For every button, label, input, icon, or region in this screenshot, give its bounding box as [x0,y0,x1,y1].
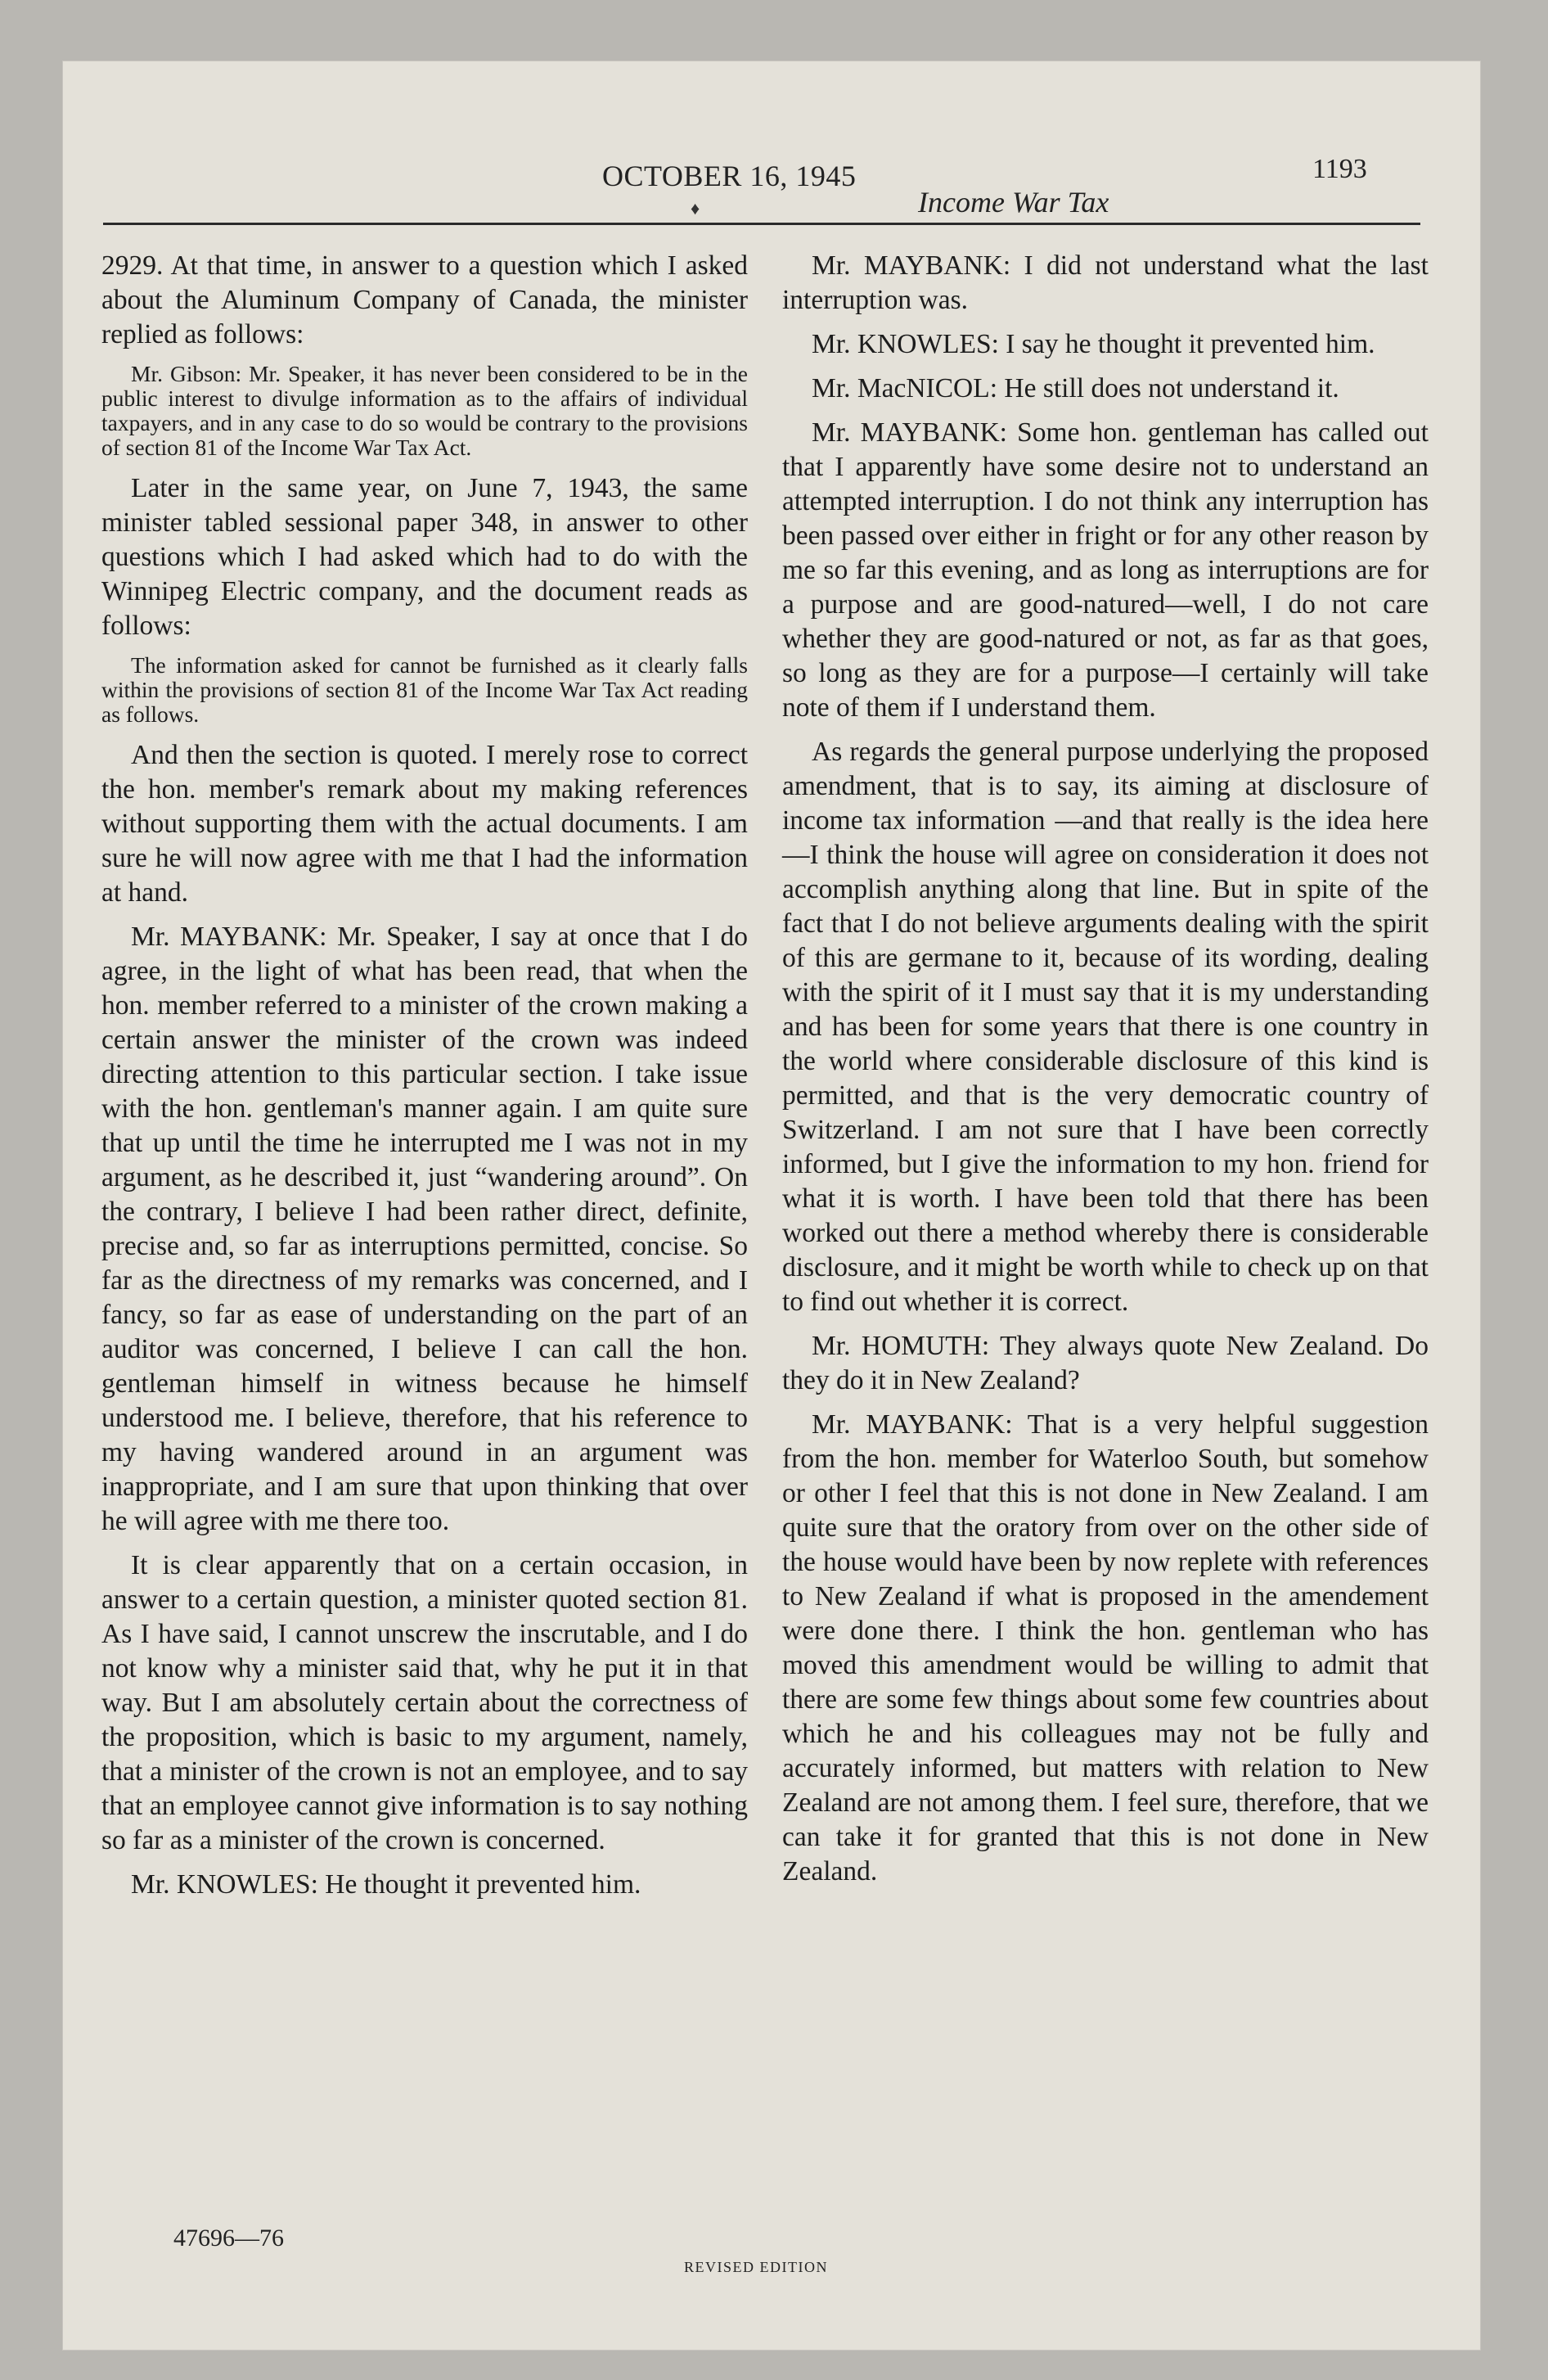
footer-code: 47696—76 [173,2224,284,2252]
diamond-mark-icon: ♦ [691,198,700,219]
quoted-passage: The information asked for cannot be furnished as it clearly falls within the provisions of section 81 of the Income War Tax Act reading as follows. [101,652,748,727]
paragraph: Mr. HOMUTH: They always quote New Zealand. Do they do it in New Zealand? [782,1331,1429,1395]
paragraph: Mr. MAYBANK: Some hon. gentleman has called out that I apparently have some desire not to understand an attempted interruption. I do not think any interruption has been passed over either in fright or for any other reason by me so far this evening, and as long as interruptions are for a purpose and are good-natured—well, I do not care whether they are good-natured or not, as far as that goes, so long as they are for a purpose—I certainly will take note of them if I understand them. [782,417,1429,723]
paragraph: It is clear apparently that on a certain occasion, in answer to a certain question, a minister quoted section 81. As I have said, I cannot unscrew the inscrutable, and I do not know why a minister said that, why he put it in that way. But I am absolutely certain about the correctness of the proposition, which is basic to my argument, namely, that a minister of the crown is not an employee, and to say that an employee cannot give information is to say nothing so far as a minister of the crown is concerned. [101,1550,748,1855]
paragraph: Mr. MAYBANK: That is a very helpful suggestion from the hon. member for Waterloo South, but somehow or other I feel that this is not done in New Zealand. I am quite sure that the oratory from over on the other side of the house would have been by now replete with references to New Zealand if what is proposed in the amendement were done there. I think the hon. gentleman who has moved this amendment would be willing to admit that there are some few things about some few countries about which he and his colleagues may not be fully and accurately informed, but matters with relation to New Zealand are not among them. I feel sure, therefore, that we can take it for granted that this is not done in New Zealand. [782,1409,1429,1886]
paragraph: Mr. KNOWLES: I say he thought it prevented him. [812,329,1375,359]
right-column [782,249,1429,1899]
footer-edition: REVISED EDITION [684,2259,828,2275]
paragraph: Mr. KNOWLES: He thought it prevented him. [131,1869,641,1900]
quoted-passage: Mr. Gibson: Mr. Speaker, it has never been considered to be in the public interest to divulge information as to the affairs of individual taxpayers, and in any case to do so would be contrary to the provisions of section 81 of the Income War Tax Act. [101,361,748,460]
paragraph: Mr. MacNICOL: He still does not understand it. [812,373,1339,403]
section-title: Income War Tax [918,186,1109,219]
header-rule [103,223,1420,225]
paragraph: As regards the general purpose underlying the proposed amendment, that is to say, its aiming at disclosure of income tax information —and that really is the idea here—I think the house will agree on consideration it does not accomplish anything along that line. But in spite of the fact that I do not believe arguments dealing with the spirit of this are germane to it, because of its wording, dealing with the spirit of it I must say that it is my understanding and has been for some years that there is one country in the world where considerable disclosure of this kind is permitted, and that is the very democratic country of Switzerland. I am not sure that I have been correctly informed, but I give the information to my hon. friend for what it is worth. I have been told that there has been worked out there a method whereby there is considerable disclosure, and it might be worth while to check up on that to find out whether it is correct. [782,737,1429,1317]
paragraph: Later in the same year, on June 7, 1943, the same minister tabled sessional paper 348, in answer to other questions which I had asked which had to do with the Winnipeg Electric company, and the document reads as follows: [101,473,748,641]
page-header [62,61,1481,232]
paragraph: Mr. MAYBANK: Mr. Speaker, I say at once that I do agree, in the light of what has been read, that when the hon. member referred to a minister of the crown making a certain answer the minister of the crown was indeed directing attention to this particular section. I take issue with the hon. gentleman's manner again. I am quite sure that up until the time he interrupted me I was not in my argument, as he described it, just “wandering around”. On the contrary, I believe I had been rather direct, definite, precise and, so far as interruptions permitted, concise. So far as the directness of my remarks was concerned, and I fancy, so far as ease of understanding on the part of an auditor was concerned, I believe I can call the hon. gentleman himself in witness because he himself understood me. I believe, therefore, that his reference to my having wandered around in an argument was inappropriate, and I am sure that upon thinking that over he will agree with me there too. [101,922,748,1536]
paragraph: And then the section is quoted. I merely rose to correct the hon. member's remark about my making references without supporting them with the actual documents. I am sure he will now agree with me that I had the information at hand. [101,740,748,908]
page-number: 1193 [1312,154,1367,184]
paragraph: 2929. At that time, in answer to a question which I asked about the Aluminum Company of Canada, the minister replied as follows: [101,250,748,349]
left-column [101,249,748,1912]
header-date: OCTOBER 16, 1945 [602,160,857,192]
paragraph: Mr. MAYBANK: I did not understand what the last interruption was. [782,250,1429,315]
document-page [62,61,1481,2351]
